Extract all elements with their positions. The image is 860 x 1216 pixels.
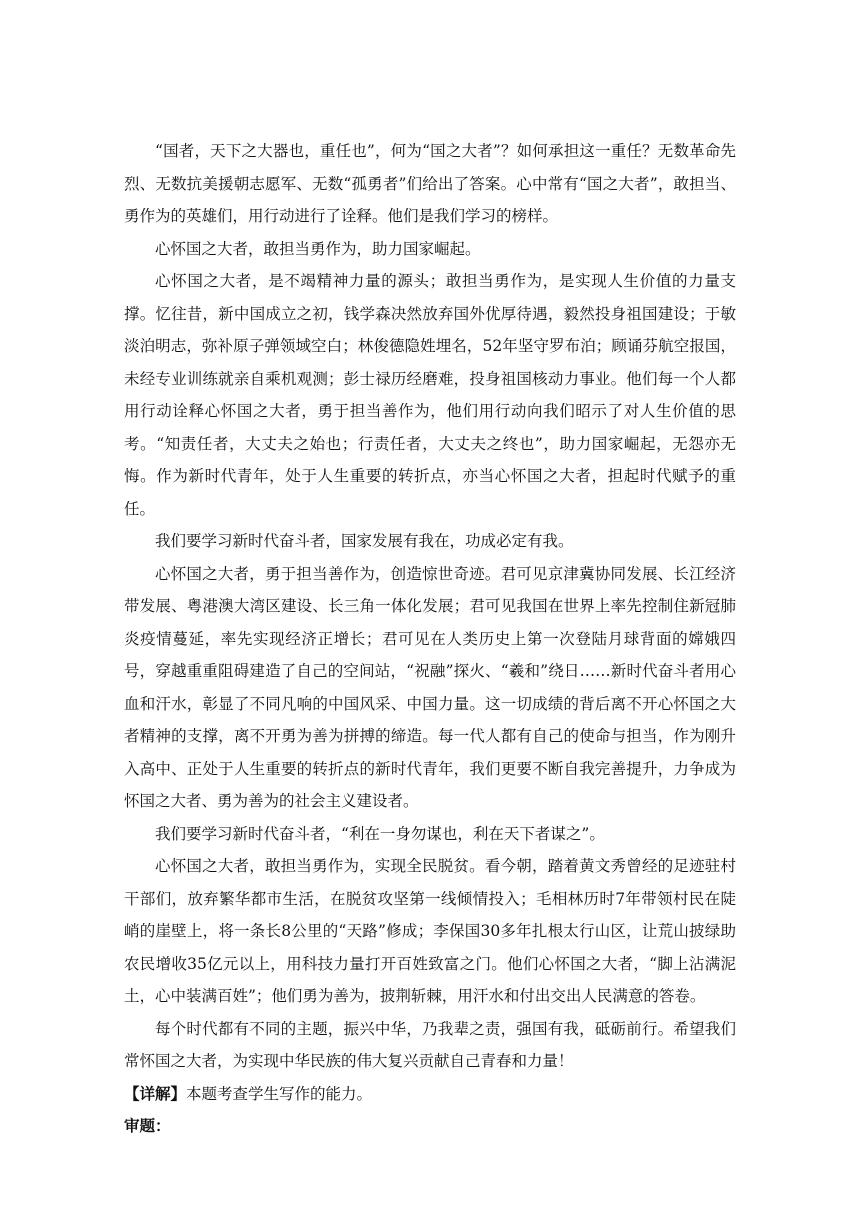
paragraph-1: “国者，天下之大器也，重任也”，何为“国之大者”？如何承担这一重任？无数革命先烈、无数抗美援朝志愿军、无数“孤勇者”们给出了答案。心中常有“国之大者”，敢担当、勇作为的英雄们，用行动进行了诠释。他们是我们学习的榜样。 (124, 142, 736, 225)
essay-body (124, 135, 736, 1143)
paragraph-6: 我们要学习新时代奋斗者，“利在一身勿谋也，利在天下者谋之”。 (155, 824, 605, 843)
detail-line (124, 1078, 736, 1111)
review-label: 审题： (124, 1116, 171, 1135)
paragraph-5: 心怀国之大者，勇于担当善作为，创造惊世奇迹。君可见京津冀协同发展、长江经济带发展、粤港澳大湾区建设、长三角一体化发展；君可见我国在世界上率先控制住新冠肺炎疫情蔓延，率先实现经济正增长；君可见在人类历史上第一次登陆月球背面的嫦娥四号，穿越重重阻碍建造了自己的空间站，“祝融”探火、“羲和”绕日……新时代奋斗者用心血和汗水，彰显了不同凡响的中国风采、中国力量。这一切成绩的背后离不开心怀国之大者精神的支撑，离不开勇为善为拼搏的缔造。每一代人都有自己的使命与担当，作为刚升入高中、正处于人生重要的转折点的新时代青年，我们更要不断自我完善提升，力争成为怀国之大者、勇为善为的社会主义建设者。 (124, 564, 736, 810)
detail-text: 本题考查学生写作的能力。 (186, 1084, 373, 1103)
paragraph-4: 我们要学习新时代奋斗者，国家发展有我在，功成必定有我。 (155, 532, 574, 550)
paragraph-2: 心怀国之大者，敢担当勇作为，助力国家崛起。 (155, 239, 481, 258)
paragraph-8: 每个时代都有不同的主题，振兴中华，乃我辈之责，强国有我，砥砺前行。希望我们常怀国之大者，为实现中华民族的伟大复兴贡献自己青春和力量！ (124, 1019, 736, 1070)
review-line (124, 1110, 736, 1143)
paragraph-7: 心怀国之大者，敢担当勇作为，实现全民脱贫。看今朝，踏着黄文秀曾经的足迹驻村干部们，放弃繁华都市生活，在脱贫攻坚第一线倾情投入；毛相林历时7年带领村民在陡峭的崖壁上，将一条长8公里的“天路”修成；李保国30多年扎根太行山区，让荒山披绿助农民增收35亿元以上，用科技力量打开百姓致富之门。他们心怀国之大者，“脚上沾满泥土，心中装满百姓”；他们勇为善为，披荆斩棘，用汗水和付出交出人民满意的答卷。 (124, 857, 736, 1005)
paragraph-3: 心怀国之大者，是不竭精神力量的源头；敢担当勇作为，是实现人生价值的力量支撑。忆往昔，新中国成立之初，钱学森决然放弃国外优厚待遇，毅然投身祖国建设；于敏淡泊明志，弥补原子弹领域空白；林俊德隐姓埋名，52年坚守罗布泊；顾诵芬航空报国，未经专业训练就亲自乘机观测；彭士禄历经磨难，投身祖国核动力事业。他们每一个人都用行动诠释心怀国之大者，勇于担当善作为，他们用行动向我们昭示了对人生价值的思考。“知责任者，大丈夫之始也；行责任者，大丈夫之终也”，助力国家崛起，无怨亦无悔。作为新时代青年，处于人生重要的转折点，亦当心怀国之大者，担起时代赋予的重任。 (124, 272, 736, 518)
detail-label: 【详解】 (124, 1083, 187, 1103)
